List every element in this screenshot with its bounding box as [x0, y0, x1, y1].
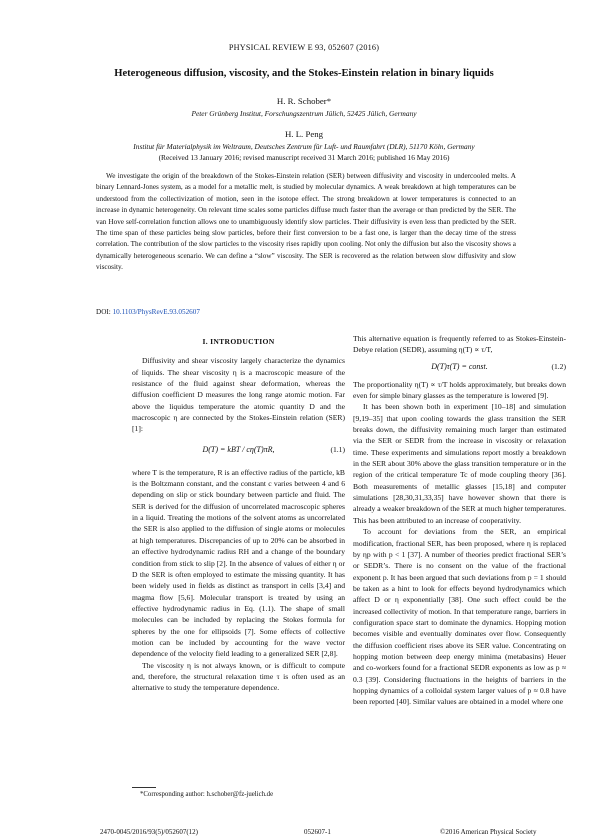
paragraph: The proportionality η(T) ∝ τ/T holds approximately, but breaks down even for simple binary glasses as the temperature is lowered [9].	[353, 379, 566, 401]
section-heading: I. INTRODUCTION	[202, 337, 275, 346]
paragraph: The viscosity η is not always known, or is difficult to compute and, therefore, the structural relaxation time τ is often used as an alternative to study the temperature dependence.	[132, 660, 345, 693]
paragraph: where T is the temperature, R is an effective radius of the particle, kB is the Boltzmann constant, and the constant c varies between 4 and 6 depending on slip or stick boundary between particle and fluid. The SER is derived for the diffusion of uncorrelated macroscopic spheres in a liquid. Treating the motions of the solvent atoms as uncorrelated the SER is also applied to the diffusion of single atoms or molecules at high temperatures. Discrepancies of up to 20% can be absorbed in an effective hydrodynamic radius RH and a change of the boundary condition from stick to slip [2]. In the absence of values of either η or D the SER is often employed to estimate the missing quantity. It has been widely used in fields as distinct as transport in cells [3,4] and magma flow [5,6]. Molecular transport is treated by using an effective hydrodynamic radius in Eq. (1.1). The shape of small molecules can be included by replacing the Stokes formula for spheres by the one for ellipsoids [7]. Some effects of collective motion can be included by accounting for the wave vector dependence of the velocity field leading to a generalized SER [2,8].	[132, 467, 345, 659]
author-name: H. R. Schober*	[276, 96, 332, 106]
footer-page-number: 052607-1	[304, 828, 331, 836]
paper-title: Heterogeneous diffusion, viscosity, and the Stokes-Einstein relation in binary liquids	[114, 68, 494, 79]
paragraph: To account for deviations from the SER, an empirical modification, fractional SER, has been proposed, where η is replaced by ηp with p < 1 [37]. A number of theories predict fractional SER’s or SEDR’s. There is no consent on the value of the fractional exponent p. It has been argued that such deviations from p = 1 should be taken as a hint to look for effects beyond hydrodynamics which affect D or η exponentially [38]. One such effect could be the increased collectivity of motion. In that temperature range, barriers in configuration space start to dominate the dynamics. Hopping motion becomes visible and eventually dominates over flow. Consequently the diffusion coefficient rises above its SER value. Concentrating on hopping motion between deep energy minima (metabasins) Heuer and co-workers found for a fractional SEDR exponents as low as p ≈ 0.3 [39]. Considering fluctuations in the heights of barriers in the hopping dynamics of a colloidal system larger values of p ≈ 0.8 have been reported [40]. Similar values are obtained in a model where one	[353, 527, 566, 707]
equation-1-1	[132, 438, 345, 464]
publication-dates: (Received 13 January 2016; revised manuscript received 31 March 2016; published 16 May 2016)	[158, 153, 450, 162]
abstract: We investigate the origin of the breakdown of the Stokes-Einstein relation (SER) between diffusivity and viscosity in undercooled melts. A binary Lennard-Jones system, as a model for a metallic melt, is studied by molecular dynamics. A weak breakdown at high temperatures can be understood from the collectivization of motion, seen in the isotope effect. The strong breakdown at lower temperatures is connected to an increase in dynamic heterogeneity. On relevant time scales some particles diffuse much faster than the average or than predicted by the SER. The van Hove self-correlation function allows one to unambiguously identify slow particles. Their diffusivity is even less than predicted by the SER. The time span of these particles being slow particles, before their first conversion to be a fast one, is larger than the decay time of the stress correlation. The contribution of the slow particles to the viscosity rises rapidly upon cooling. Not only the diffusion but also the viscosity shows a dynamically heterogeneous scenario. We can define a “slow” viscosity. The SER is recovered as the relation between slow diffusivity and slow viscosity.	[96, 172, 516, 272]
author-name: H. L. Peng	[284, 129, 324, 139]
equation-1-2	[353, 359, 566, 376]
doi-line	[96, 308, 200, 316]
paragraph: Diffusivity and shear viscosity largely characterize the dynamics of liquids. The shear viscosity η is a macroscopic measure of the resistance of the fluid against shear deformation, whereas the diffusion coefficient D measures the long range atomic motion. Far above the liquidus temperature the atomic quantity D and the macroscopic η are connected by the Stokes-Einstein relation (SER) [1]:	[132, 356, 345, 434]
footer-issn: 2470-0045/2016/93(5)/052607(12)	[100, 828, 198, 836]
doi-label: DOI:	[96, 308, 111, 316]
equation-formula: D(T) = kBT / cη(T)πR,	[202, 444, 275, 454]
equation-formula: D(T)τ(T) = const.	[431, 361, 488, 371]
right-column	[353, 333, 566, 708]
doi-link[interactable]: 10.1103/PhysRevE.93.052607	[112, 308, 200, 316]
equation-number: (1.1)	[330, 444, 345, 454]
paragraph: This alternative equation is frequently referred to as Stokes-Einstein-Debye relation (SEDR), assuming η(T) ∝ τ/T,	[353, 334, 566, 355]
left-column	[132, 333, 345, 694]
paragraph: It has been shown both in experiment [10–18] and simulation [9,19–35] that upon cooling towards the glass transition the SER breaks down, the diffusivity remaining much larger than estimated via the SER or SEDR from the increase in viscosity or relaxation time. These experiments and simulations report mostly a breakdown in the SER about 30% above the glass transition temperature or in the region of the critical temperature Tc of mode coupling theory [36]. Both measurements of metallic glasses [15,18] and computer simulations [28,30,31,33,35] have however shown that there is already a weaker breakdown of the SER at much higher temperatures. This has been attributed to an increase of cooperativity.	[353, 402, 566, 525]
footer-copyright: ©2016 American Physical Society	[440, 828, 537, 836]
author-affiliation: Peter Grünberg Institut, Forschungszentrum Jülich, 52425 Jülich, Germany	[191, 109, 417, 118]
author-affiliation: Institut für Materialphysik im Weltraum, Deutsches Zentrum für Luft- und Raumfahrt (DLR), 51170 Köln, Germany	[133, 142, 475, 151]
footnote: *Corresponding author: h.schober@fz-juelich.de	[140, 791, 274, 798]
footnote-rule	[132, 787, 156, 788]
journal-header: PHYSICAL REVIEW E 93, 052607 (2016)	[228, 43, 380, 52]
equation-number: (1.2)	[551, 361, 566, 371]
